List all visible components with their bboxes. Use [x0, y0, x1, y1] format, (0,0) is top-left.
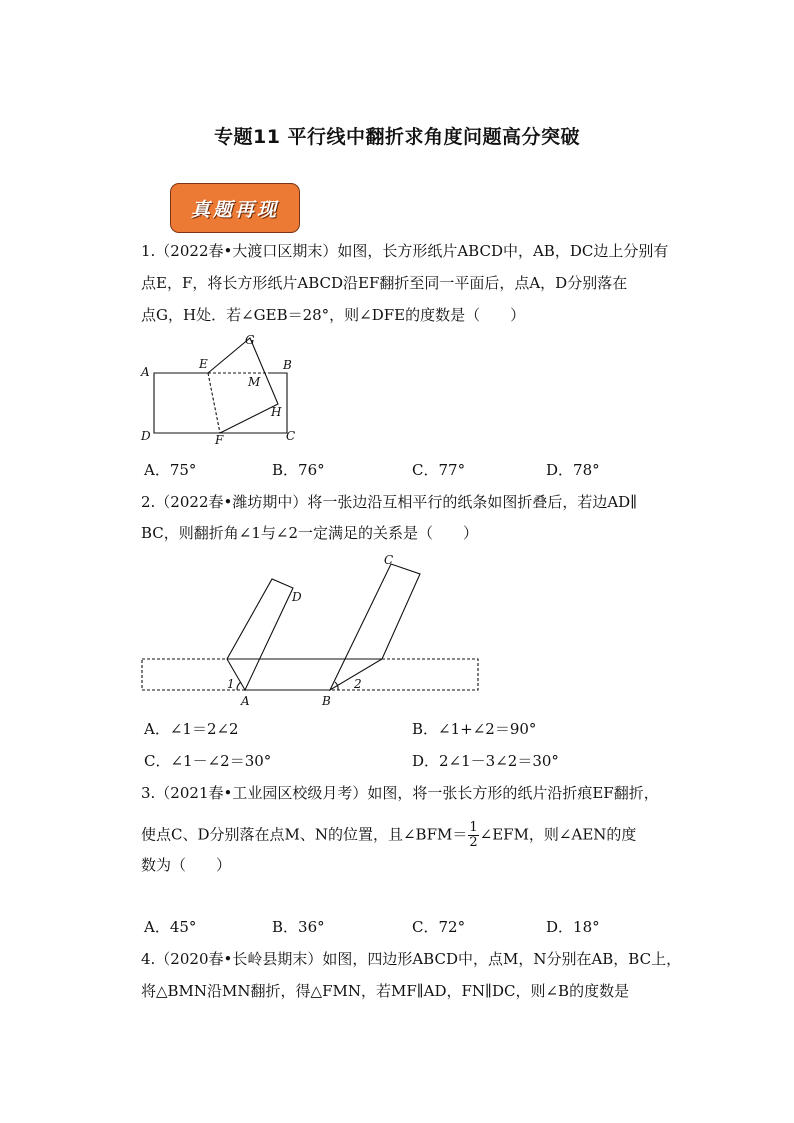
- q3-line-3: 数为（ ）: [141, 856, 232, 874]
- page-title: 专题11 平行线中翻折求角度问题高分突破: [213, 126, 581, 148]
- q2-figure: [138, 548, 488, 713]
- q1-line-1: 1.（2022春•大渡口区期末）如图，长方形纸片ABCD中，AB，DC边上分别有: [141, 242, 669, 260]
- q1-label-h: H: [271, 405, 282, 419]
- q1-label-d: D: [141, 429, 151, 443]
- q1-label-m: M: [248, 375, 261, 389]
- q2-line-1: 2.（2022春•潍坊期中）将一张边沿互相平行的纸条如图折叠后，若边AD∥: [141, 493, 638, 511]
- q2-label-c: C: [384, 553, 394, 567]
- q1-label-e: E: [199, 357, 208, 371]
- q3-line-1: 3.（2021春•工业园区校级月考）如图，将一张长方形的纸片沿折痕EF翻折，: [141, 784, 659, 802]
- q2-label-a: A: [241, 694, 250, 708]
- q2-label-b: B: [322, 694, 331, 708]
- q3-line-2: [141, 821, 636, 850]
- q1-line-2: 点E，F，将长方形纸片ABCD沿EF翻折至同一平面后，点A，D分别落在: [141, 274, 628, 292]
- q1-label-f: F: [215, 433, 224, 447]
- q1-option-a[interactable]: A．75°: [144, 461, 197, 479]
- q2-label-angle1: 1: [227, 677, 235, 691]
- q4-line-2: 将△BMN沿MN翻折，得△FMN，若MF∥AD，FN∥DC，则∠B的度数是: [141, 982, 630, 1000]
- section-badge: 真题再现: [170, 183, 300, 233]
- q1-line-3: 点G，H处．若∠GEB＝28°，则∠DFE的度数是（ ）: [141, 306, 526, 324]
- q4-line-1: 4.（2020春•长岭县期末）如图，四边形ABCD中，点M，N分别在AB，BC上，: [141, 950, 682, 968]
- q3-fraction: [468, 821, 478, 850]
- q3-fraction-denominator: 2: [469, 835, 478, 850]
- q1-label-b: B: [283, 358, 292, 372]
- q1-option-c[interactable]: C．77°: [412, 461, 466, 479]
- q2-label-d: D: [292, 590, 302, 604]
- q3-fraction-numerator: 1: [469, 820, 478, 835]
- q1-label-a: A: [141, 365, 150, 379]
- q2-option-d[interactable]: D．2∠1－3∠2＝30°: [412, 752, 559, 770]
- q2-line-2: BC，则翻折角∠1与∠2一定满足的关系是（ ）: [141, 524, 479, 542]
- q1-figure: [135, 330, 305, 450]
- q3-line-2-part-2: ∠EFM，则∠AEN的度: [479, 825, 637, 844]
- q1-option-d[interactable]: D．78°: [546, 461, 600, 479]
- q2-option-b[interactable]: B．∠1+∠2＝90°: [412, 720, 537, 738]
- q2-option-a[interactable]: A．∠1＝2∠2: [144, 720, 239, 738]
- q3-option-d[interactable]: D．18°: [546, 918, 600, 936]
- q1-label-c: C: [286, 429, 296, 443]
- q2-option-c[interactable]: C．∠1－∠2＝30°: [144, 752, 272, 770]
- q1-label-g: G: [245, 333, 255, 347]
- q2-label-angle2: 2: [354, 677, 362, 691]
- q3-line-2-part-1: 使点C、D分别落在点M、N的位置，且∠BFM＝: [141, 825, 468, 844]
- q1-option-b[interactable]: B．76°: [272, 461, 325, 479]
- q3-option-b[interactable]: B．36°: [272, 918, 325, 936]
- q3-option-a[interactable]: A．45°: [144, 918, 197, 936]
- q3-option-c[interactable]: C．72°: [412, 918, 466, 936]
